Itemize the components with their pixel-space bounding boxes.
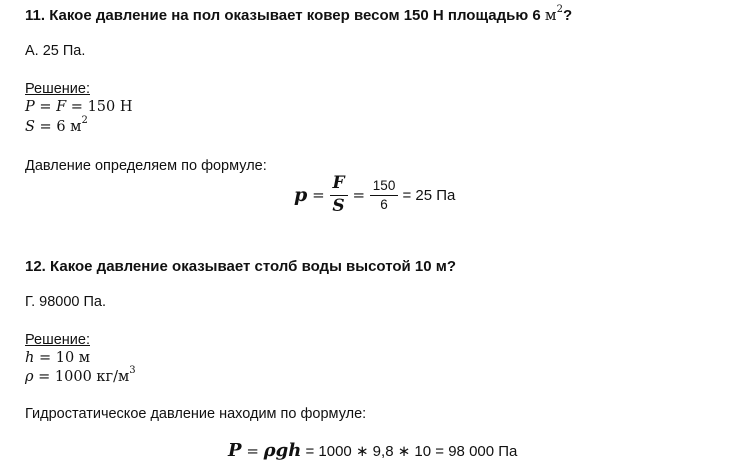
formula-12-rhs: ρgh xyxy=(263,440,302,461)
question-11-text: 11. Какое давление на пол оказывает ковер весом 150 Н площадью 6 xyxy=(25,7,541,24)
formula-11-result: = 25 Па xyxy=(398,186,456,204)
formula-intro-12: Гидростатическое давление находим по формуле: xyxy=(25,406,367,422)
formula-11: p = $\frac{F}{S}$ = $\frac{150}{6}$ = 25 Па xyxy=(294,173,456,216)
solution-label-12: Решение: xyxy=(25,332,90,348)
solution-label-11: Решение: xyxy=(25,81,90,97)
formula-12-result: = 1000 ∗ 9,8 ∗ 10 = 98 000 Па xyxy=(301,442,518,460)
question-11 xyxy=(25,6,572,24)
given-11-2: S = 6 $м^2$ xyxy=(25,115,88,135)
formula-11-lhs: p xyxy=(294,184,308,207)
formula-11-fraction-numeric: $\frac{150}{6}$ xyxy=(370,178,399,212)
question-11-unit: $м^2$ xyxy=(544,4,563,24)
formula-intro-11: Давление определяем по формуле: xyxy=(25,158,267,174)
formula-12-lhs: P xyxy=(228,440,242,461)
question-11-end: ? xyxy=(562,7,573,24)
answer-11: А. 25 Па. xyxy=(25,43,86,59)
given-12-2: ρ = 1000 $кг/м^3$ xyxy=(25,365,136,385)
formula-12: P = ρgh = 1000 ∗ 9,8 ∗ 10 = 98 000 Па xyxy=(228,440,518,461)
formula-11-fraction-symbolic: $\frac{F}{S}$ xyxy=(329,174,347,216)
question-12: 12. Какое давление оказывает столб воды высотой 10 м? xyxy=(25,258,457,275)
given-11-1: P = F = 150 Н xyxy=(25,99,133,115)
answer-12: Г. 98000 Па. xyxy=(25,294,107,310)
given-12-1: h = 10 м xyxy=(25,350,91,366)
